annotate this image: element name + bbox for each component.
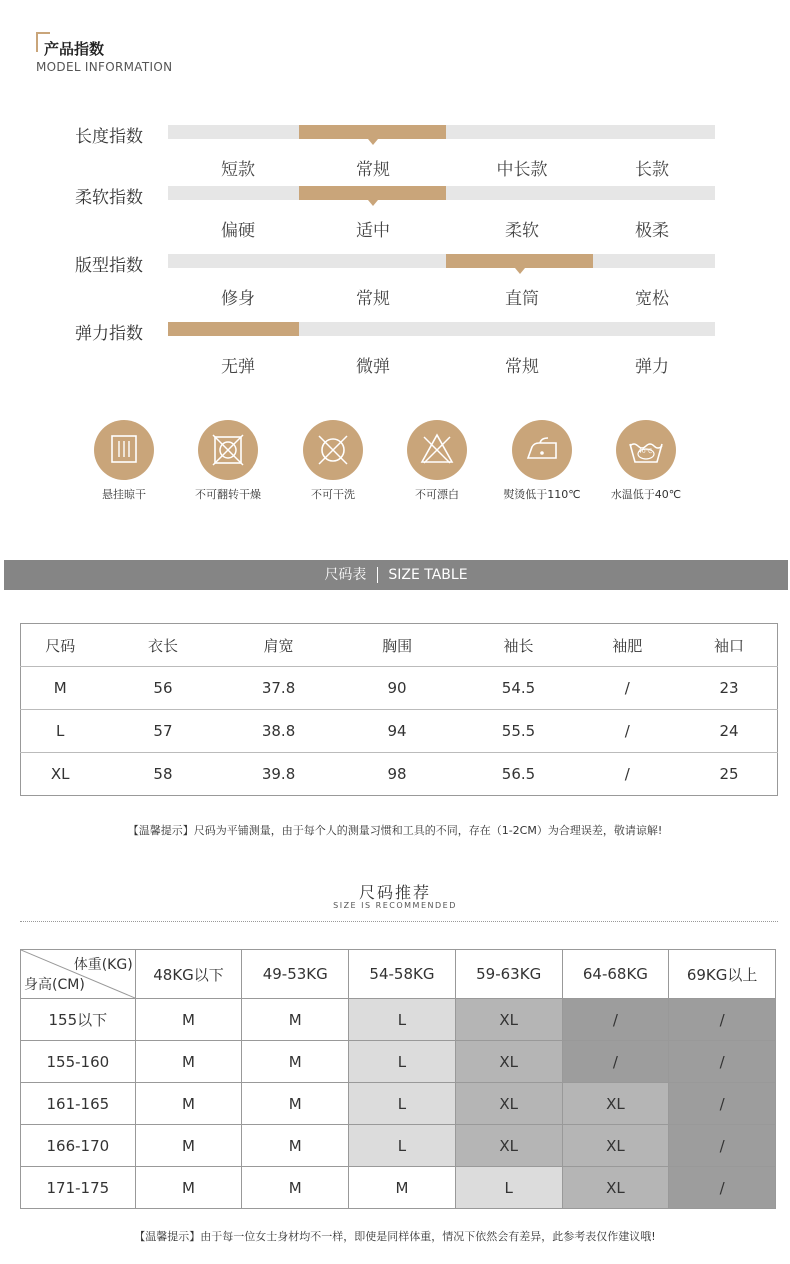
recommend-cell: XL	[562, 1125, 669, 1167]
size-cell: 54.5	[464, 667, 574, 710]
recommend-cell: M	[242, 1041, 349, 1083]
banner-divider	[377, 567, 378, 583]
care-label: 悬挂晾干	[102, 488, 146, 501]
recommend-subtitle: SIZE IS RECOMMENDED	[333, 901, 457, 910]
recommend-title: 尺码推荐	[358, 883, 431, 902]
table-row	[21, 753, 778, 796]
weight-header-cell: 59-63KG	[455, 950, 562, 999]
recommend-cell: M	[242, 999, 349, 1041]
recommend-cell: M	[242, 1083, 349, 1125]
size-header-cell: 袖肥	[573, 624, 681, 667]
index-option: 长款	[635, 160, 669, 180]
recommend-cell: /	[669, 1083, 776, 1125]
size-header-cell: 胸围	[331, 624, 464, 667]
weight-axis-label: 体重(KG)	[73, 957, 133, 973]
table-row	[21, 1041, 776, 1083]
wash-40-icon	[616, 420, 676, 480]
size-cell: 94	[331, 710, 464, 753]
index-option: 直筒	[505, 289, 539, 309]
recommend-cell: L	[349, 999, 456, 1041]
care-label: 熨烫低于110℃	[503, 488, 581, 501]
index-option: 极柔	[635, 221, 669, 241]
size-cell: 98	[387, 765, 407, 783]
index-bar-selected	[446, 254, 593, 268]
care-label: 不可翻转干燥	[195, 488, 261, 501]
table-row	[21, 1125, 776, 1167]
no-bleach-icon	[407, 420, 467, 480]
index-pointer-icon	[515, 268, 525, 274]
recommend-cell: XL	[455, 1041, 562, 1083]
index-option: 偏硬	[221, 221, 255, 241]
index-pointer-icon	[368, 139, 378, 145]
size-cell: 39.8	[261, 765, 296, 783]
index-option: 宽松	[635, 289, 669, 309]
recommend-cell: /	[562, 1041, 669, 1083]
size-cell: 55.5	[464, 710, 574, 753]
weight-header-cell: 54-58KG	[349, 950, 456, 999]
size-cell: L	[21, 710, 100, 753]
table-row	[21, 710, 778, 753]
size-table-subtitle: SIZE TABLE	[388, 567, 468, 583]
recommend-cell: /	[562, 999, 669, 1041]
height-axis-label: 身高(CM)	[24, 977, 85, 993]
recommend-cell: XL	[455, 1083, 562, 1125]
recommend-cell: /	[669, 999, 776, 1041]
index-option: 适中	[356, 221, 390, 241]
dotted-divider	[20, 921, 778, 922]
recommend-cell: /	[669, 1167, 776, 1209]
index-option: 修身	[221, 289, 255, 309]
size-cell: 24	[681, 710, 778, 753]
care-label: 不可漂白	[415, 488, 459, 501]
recommend-cell: M	[349, 1167, 456, 1209]
iron-icon	[512, 420, 572, 480]
recommend-cell: XL	[455, 999, 562, 1041]
recommend-cell: M	[242, 1125, 349, 1167]
recommend-tip: 【温馨提示】由于每一位女士身材均不一样，即使是同样体重，情况下依然会有差异，此参考表仅作建议哦!	[134, 1230, 656, 1243]
index-label: 版型指数	[75, 256, 143, 276]
index-option: 中长款	[496, 160, 548, 180]
index-option: 常规	[356, 160, 390, 180]
section-subtitle: MODEL INFORMATION	[36, 60, 173, 74]
recommend-cell: /	[669, 1125, 776, 1167]
size-header-cell: 尺码	[21, 624, 100, 667]
size-header-cell: 衣长	[99, 624, 226, 667]
table-row	[21, 999, 776, 1041]
weight-header-cell: 69KG以上	[669, 950, 776, 999]
recommend-cell: XL	[562, 1083, 669, 1125]
size-header-cell: 肩宽	[227, 624, 331, 667]
index-option: 柔软	[505, 221, 539, 241]
size-cell: 58	[153, 765, 173, 783]
recommend-cell: M	[135, 1083, 242, 1125]
recommend-cell: M	[135, 1041, 242, 1083]
table-row	[21, 667, 778, 710]
index-option: 弹力	[635, 357, 669, 377]
recommend-cell: L	[455, 1167, 562, 1209]
no-tumble-dry-icon	[198, 420, 258, 480]
recommend-cell: M	[135, 1125, 242, 1167]
index-bar-selected	[168, 322, 299, 336]
size-cell: 56.5	[501, 765, 536, 783]
size-cell: 57	[99, 710, 226, 753]
index-bar-track	[168, 254, 715, 268]
size-table-title: 尺码表	[324, 567, 367, 583]
height-cell: 161-165	[21, 1083, 136, 1125]
index-option: 常规	[356, 289, 390, 309]
recommend-cell: M	[135, 1167, 242, 1209]
recommend-cell: XL	[455, 1125, 562, 1167]
index-label: 柔软指数	[75, 188, 143, 208]
size-table-banner	[4, 560, 788, 590]
size-cell: /	[573, 667, 681, 710]
size-cell: M	[21, 667, 100, 710]
size-cell: 25	[719, 765, 739, 783]
care-label: 水温低于40℃	[610, 488, 682, 501]
corner-header-cell	[21, 950, 136, 999]
height-cell: 166-170	[21, 1125, 136, 1167]
index-option: 无弹	[221, 357, 255, 377]
size-header-cell: 袖口	[681, 624, 778, 667]
size-cell: 23	[681, 667, 778, 710]
care-badge-text: 40℃	[638, 448, 653, 455]
table-row	[21, 1167, 776, 1209]
index-bar-selected	[299, 125, 446, 139]
recommend-cell: M	[242, 1167, 349, 1209]
size-cell: 37.8	[227, 667, 331, 710]
section-title: 产品指数	[44, 40, 105, 58]
recommend-cell: /	[669, 1041, 776, 1083]
index-option: 常规	[505, 357, 539, 377]
weight-header-cell: 64-68KG	[562, 950, 669, 999]
size-cell: XL	[50, 765, 70, 783]
recommend-cell: XL	[562, 1167, 669, 1209]
recommend-cell: M	[135, 999, 242, 1041]
no-dry-clean-icon	[303, 420, 363, 480]
size-cell: 56	[99, 667, 226, 710]
recommend-cell: L	[349, 1041, 456, 1083]
size-cell: /	[573, 710, 681, 753]
weight-header-cell: 49-53KG	[242, 950, 349, 999]
measurement-tip: 【温馨提示】尺码为平铺测量，由于每个人的测量习惯和工具的不同，存在（1-2CM）为合理误差，敬请谅解!	[127, 824, 663, 837]
recommend-cell: L	[349, 1083, 456, 1125]
size-recommend-table	[20, 949, 776, 1209]
size-cell: 38.8	[227, 710, 331, 753]
height-cell: 155以下	[21, 999, 136, 1041]
table-row	[21, 1083, 776, 1125]
hang-dry-icon	[94, 420, 154, 480]
size-cell: 90	[331, 667, 464, 710]
recommend-cell: L	[349, 1125, 456, 1167]
index-option: 微弹	[356, 357, 390, 377]
index-bar-selected	[299, 186, 446, 200]
care-label: 不可干洗	[311, 488, 355, 501]
index-label: 长度指数	[75, 127, 143, 147]
size-header-cell: 袖长	[464, 624, 574, 667]
index-option: 短款	[221, 160, 255, 180]
weight-header-cell: 48KG以下	[135, 950, 242, 999]
index-label: 弹力指数	[75, 324, 143, 344]
height-cell: 155-160	[21, 1041, 136, 1083]
height-cell: 171-175	[21, 1167, 136, 1209]
size-table	[20, 623, 778, 796]
index-pointer-icon	[368, 200, 378, 206]
size-cell: /	[624, 765, 630, 783]
